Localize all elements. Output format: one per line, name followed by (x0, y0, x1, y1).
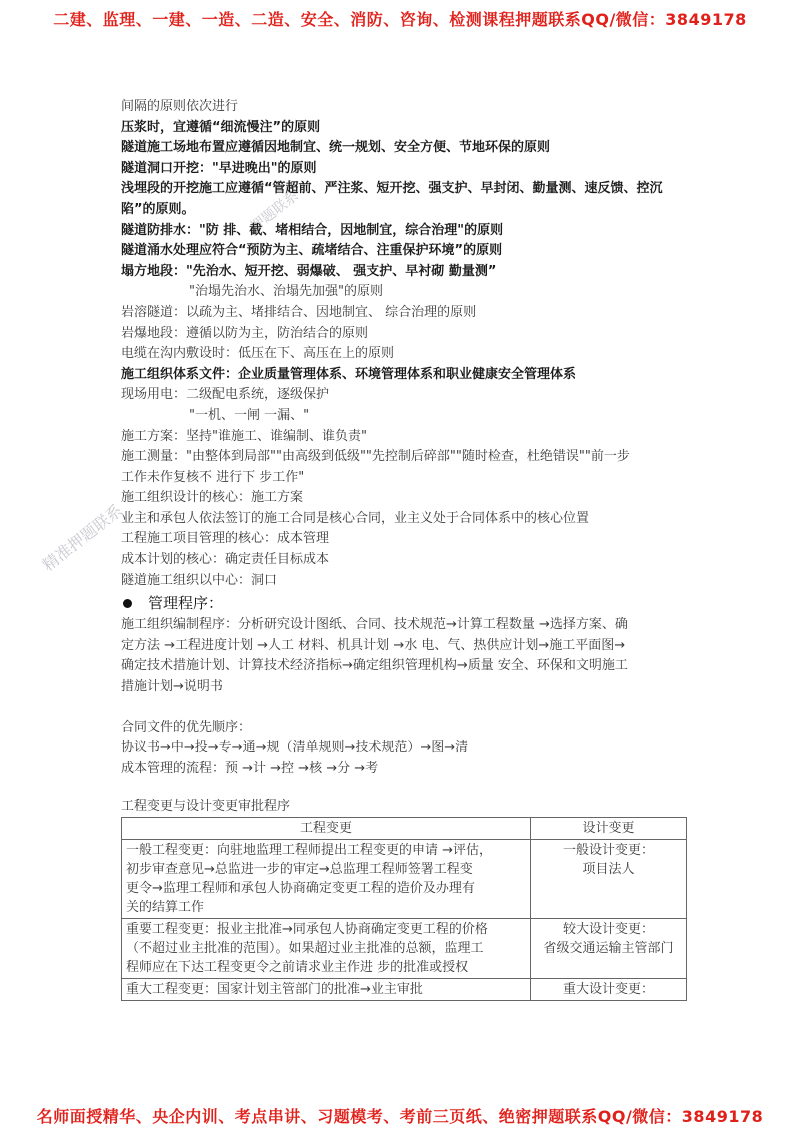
contract-paragraph (121, 718, 691, 780)
text-line: 确定技术措施计划、计算技术经济指标→确定组织管理机构→质量 安全、环保和文明施工 (121, 658, 628, 674)
text-line: 工作未作复核不 进行下 步工作" (121, 469, 305, 485)
text-line: 定方法 →工程进度计划 →人工 材料、机具计划 →水 电、气、热供应计划→施工平面图→ (121, 637, 626, 653)
text-line: 措施计划→说明书 (121, 679, 223, 695)
table-row (122, 979, 687, 1001)
table-caption: 工程变更与设计变更审批程序 (121, 799, 291, 815)
engineering-change-cell (122, 979, 531, 1001)
cell-line: 初步审查意见→总监进一步的审定→总监理工程师签署工程变 (126, 862, 473, 878)
text-line: 塌方地段："先治水、短开挖、弱爆破、 强支护、早衬砌 勤量测” (121, 263, 497, 279)
cell-line: 重要工程变更：报业主批准→同承包人协商确定变更工程的价格 (126, 922, 488, 938)
engineering-change-cell (122, 919, 531, 979)
procedure-paragraph (121, 615, 691, 697)
cell-line: 程师应在下达工程变更令之前请求业主作进 步的批准或授权 (126, 960, 469, 976)
text-line: 岩爆地段：遵循以防为主，防治结合的原则 (121, 325, 369, 341)
text-line: 电缆在沟内敷设时：低压在下、高压在上的原则 (121, 346, 395, 362)
watermark: 押题联系 (247, 188, 302, 236)
text-line: 施工组织设计的核心：施工方案 (121, 490, 304, 506)
text-line: 业主和承包人依法签订的施工合同是核心合同，业主义处于合同体系中的核心位置 (121, 510, 590, 526)
text-line: 隧道施工场地布置应遵循因地制宜、统一规划、安全方便、节地环保的原则 (121, 140, 551, 156)
cell-line: 重大设计变更： (562, 982, 654, 998)
text-line: 成本计划的核心：确定责任目标成本 (121, 552, 330, 568)
design-change-cell (531, 979, 687, 1001)
top-banner: 二建、监理、一建、一造、二造、安全、消防、咨询、检测课程押题联系QQ/微信：3849178 (53, 10, 747, 29)
cell-line: 项目法人 (582, 862, 635, 878)
text-line: 施工组织编制程序：分析研究设计图纸、合同、技术规范→计算工程数量 →选择方案、确 (121, 617, 628, 633)
text-line: 隧道涌水处理应符合“预防为主、疏堵结合、注重保护环境”的原则 (121, 243, 503, 259)
text-line: 浅埋段的开挖施工应遵循“管超前、严注浆、短开挖、强支护、早封闭、勤量测、速反馈、控沉 (121, 181, 663, 197)
cell-line: （不超过业主批准的范围）。如果超过业主批准的总额，监理工 (126, 941, 484, 957)
cell-line: 一般工程变更：向驻地监理工程师提出工程变更的申请 →评估， (126, 843, 493, 859)
table-row (122, 840, 687, 919)
text-line: 岩溶隧道：以疏为主、堵排结合、因地制宜、 综合治理的原则 (121, 304, 477, 320)
cell-line: 关的结算工作 (126, 900, 205, 916)
text-line: 协议书→中→投→专→通→规（清单规则→技术规范）→图→清 (121, 740, 469, 756)
text-line: 间隔的原则依次进行 (121, 99, 239, 114)
watermark: 精准押题联系 (38, 500, 127, 575)
text-line: 隧道防排水："防 排、截、堵相结合，因地制宜，综合治理"的原则 (121, 222, 504, 238)
text-line: 施工测量："由整体到局部""由高级到低级""先控制后碎部""随时检查，杜绝错误""前一步 (121, 449, 630, 465)
table-row (122, 919, 687, 979)
text-line: 工程施工项目管理的核心：成本管理 (121, 531, 330, 547)
text-line: "一机、一闸 一漏、" (189, 407, 310, 423)
engineering-change-cell (122, 840, 531, 919)
table-header-row (122, 818, 687, 840)
cell-line: 一般设计变更： (562, 843, 654, 859)
text-line: 隧道施工组织以中心：洞口 (121, 572, 278, 588)
text-line: 成本管理的流程：预 →计 →控 →核 →分 →考 (121, 760, 379, 776)
text-line: 施工方案：坚持"谁施工、谁编制、谁负责" (121, 428, 367, 444)
cell-line: 更令→监理工程师和承包人协商确定变更工程的造价及办理有 (126, 881, 475, 897)
text-line: 现场用电：二级配电系统，逐级保护 (121, 387, 330, 403)
bullet-icon (123, 599, 132, 608)
design-change-cell (531, 919, 687, 979)
principles-list (121, 97, 691, 591)
bottom-banner: 名师面授精华、央企内训、考点串讲、习题模考、考前三页纸、绝密押题联系QQ/微信：3849178 (36, 1107, 764, 1126)
header-engineering-change: 工程变更 (122, 818, 531, 840)
cell-line: 省级交通运输主管部门 (543, 941, 674, 957)
document-body (121, 97, 691, 1001)
section-heading (121, 591, 691, 615)
change-approval-table (121, 817, 687, 1001)
section-heading-text: 管理程序： (148, 594, 224, 613)
text-line: 压浆时，宜遵循“细流慢注”的原则 (121, 119, 321, 135)
text-line: 隧道洞口开挖："早进晚出"的原则 (121, 160, 317, 176)
text-line: 合同文件的优先顺序： (121, 719, 252, 735)
design-change-cell (531, 840, 687, 919)
cell-line: 较大设计变更： (562, 922, 654, 938)
text-line: 施工组织体系文件：企业质量管理体系、环境管理体系和职业健康安全管理体系 (121, 366, 577, 382)
cell-line: 重大工程变更：国家计划主管部门的批准→业主审批 (126, 982, 423, 998)
header-design-change: 设计变更 (531, 818, 687, 840)
text-line: 陷”的原则。 (121, 201, 195, 217)
text-line: "治塌先治水、治塌先加强"的原则 (189, 284, 383, 300)
